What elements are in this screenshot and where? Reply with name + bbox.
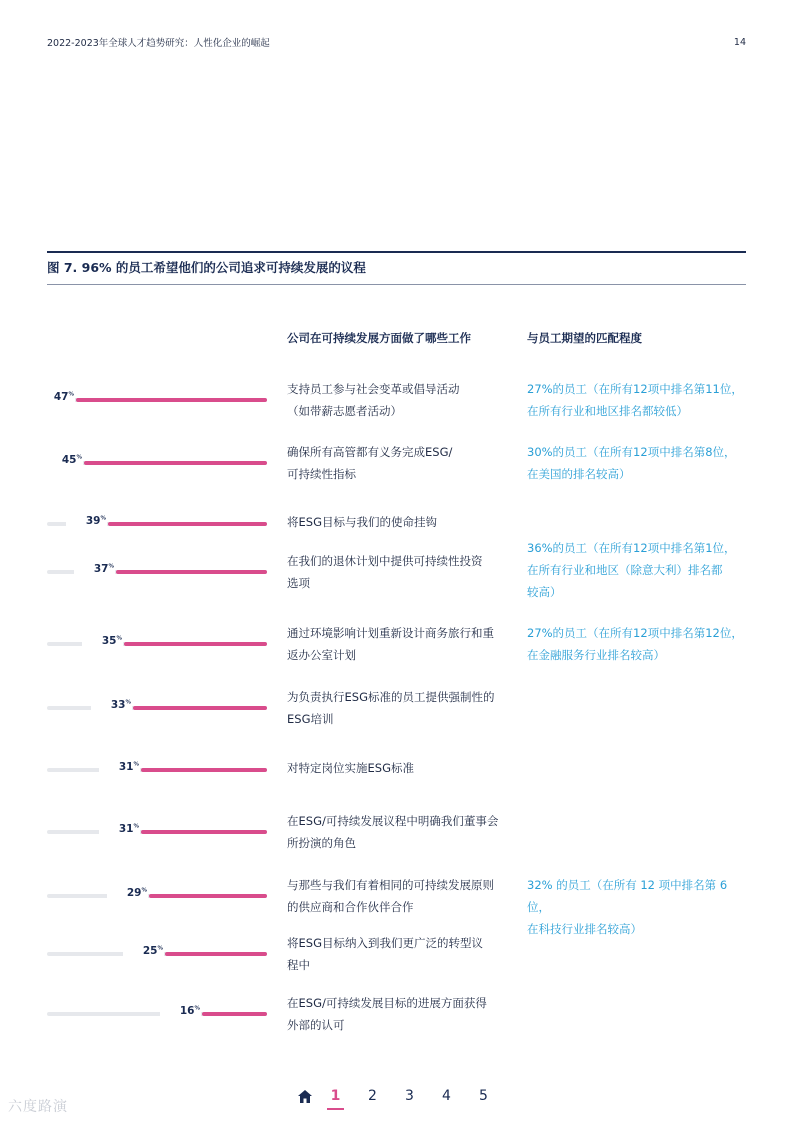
bar — [149, 894, 267, 898]
page-link-2[interactable]: 2 — [368, 1088, 377, 1104]
page-link-4[interactable]: 4 — [442, 1088, 451, 1104]
action-text-line: 外部的认可 — [287, 1018, 345, 1032]
watermark: 六度路演 — [8, 1099, 68, 1115]
bar-value-label — [99, 823, 140, 835]
match-text-line: 32% 的员工（在所有 12 项中排名第 6 位， — [527, 878, 728, 914]
action-text — [287, 511, 512, 533]
action-text-line: 支持员工参与社会变革或倡导活动 — [287, 382, 460, 396]
match-text — [527, 622, 752, 666]
bar-value: 31 — [118, 761, 134, 773]
bar-value-label — [123, 945, 164, 957]
match-text-line: 较高） — [527, 585, 562, 599]
bar-value: 47 — [53, 391, 69, 403]
percent-sign: % — [194, 1005, 200, 1012]
match-text-line: 36%的员工（在所有12项中排名第1位， — [527, 541, 736, 555]
action-text-line: 与那些与我们有着相同的可持续发展原则 — [287, 878, 494, 892]
match-text-line: 在金融服务行业排名较高） — [527, 648, 665, 662]
action-text — [287, 686, 512, 730]
action-text — [287, 441, 512, 485]
bar-value-label — [107, 887, 148, 899]
match-text-line: 27%的员工（在所有12项中排名第11位， — [527, 382, 743, 396]
bar-value: 16 — [179, 1005, 195, 1017]
action-text-line: 返办公室计划 — [287, 648, 356, 662]
bar-value: 37 — [93, 563, 109, 575]
action-text-line: 确保所有高管都有义务完成ESG/ — [287, 445, 453, 459]
bar-value-label — [42, 454, 83, 466]
bar — [108, 522, 267, 526]
bar-value-label — [82, 635, 123, 647]
action-text-line: 程中 — [287, 958, 310, 972]
match-text-line: 在所有行业和地区（除意大利）排名都 — [527, 563, 723, 577]
percent-sign: % — [133, 823, 139, 830]
bar-value-label — [66, 515, 107, 527]
pagination — [293, 1086, 502, 1106]
action-text — [287, 378, 512, 422]
bar-value: 35 — [101, 635, 117, 647]
action-text-line: 将ESG目标纳入到我们更广泛的转型议 — [287, 936, 483, 950]
bar-value: 31 — [118, 823, 134, 835]
percent-sign: % — [125, 699, 131, 706]
page-link-3[interactable]: 3 — [405, 1088, 414, 1104]
percent-sign: % — [141, 887, 147, 894]
match-text — [527, 537, 752, 603]
match-text-line: 在美国的排名较高） — [527, 467, 631, 481]
bar-value: 33 — [110, 699, 126, 711]
page-link-1[interactable]: 1 — [317, 1088, 354, 1104]
bar — [141, 768, 267, 772]
action-text-line: 在ESG/可持续发展议程中明确我们董事会 — [287, 814, 499, 828]
match-text-line: 在科技行业排名较高） — [527, 922, 642, 936]
match-text — [527, 874, 752, 940]
action-text-line: 的供应商和合作伙伴合作 — [287, 900, 414, 914]
bar — [84, 461, 267, 465]
bar — [76, 398, 267, 402]
bar — [202, 1012, 267, 1016]
action-text-line: 所扮演的角色 — [287, 836, 356, 850]
bar-value: 45 — [61, 454, 77, 466]
bar-value: 39 — [85, 515, 101, 527]
action-text-line: ESG培训 — [287, 712, 334, 726]
action-text-line: 可持续性指标 — [287, 467, 356, 481]
action-text — [287, 932, 512, 976]
bar-value: 29 — [126, 887, 142, 899]
action-text-line: 通过环境影响计划重新设计商务旅行和重 — [287, 626, 494, 640]
home-icon[interactable] — [293, 1086, 317, 1106]
action-text-line: （如带薪志愿者活动） — [287, 404, 402, 418]
bar — [116, 570, 267, 574]
action-text-line: 在ESG/可持续发展目标的进展方面获得 — [287, 996, 487, 1010]
bar-value-label — [74, 563, 115, 575]
column-header-actions: 公司在可持续发展方面做了哪些工作 — [287, 331, 471, 345]
bar — [165, 952, 267, 956]
match-text-line: 在所有行业和地区排名都较低） — [527, 404, 688, 418]
figure-title: 图 7. 96% 的员工希望他们的公司追求可持续发展的议程 — [47, 260, 366, 275]
action-text-line: 为负责执行ESG标准的员工提供强制性的 — [287, 690, 495, 704]
bar-value-label — [160, 1005, 201, 1017]
match-text-line: 30%的员工（在所有12项中排名第8位， — [527, 445, 736, 459]
bar-value-label — [91, 699, 132, 711]
column-header-match: 与员工期望的匹配程度 — [527, 331, 642, 345]
action-text — [287, 810, 512, 854]
figure-top-rule — [47, 251, 746, 253]
bar-value: 25 — [142, 945, 158, 957]
bar — [133, 706, 267, 710]
bar — [124, 642, 267, 646]
action-text-line: 对特定岗位实施ESG标准 — [287, 761, 414, 775]
action-text — [287, 550, 512, 594]
percent-sign: % — [133, 761, 139, 768]
percent-sign: % — [157, 945, 163, 952]
action-text-line: 在我们的退休计划中提供可持续性投资 — [287, 554, 483, 568]
match-text-line: 27%的员工（在所有12项中排名第12位， — [527, 626, 743, 640]
action-text — [287, 622, 512, 666]
match-text — [527, 378, 752, 422]
bar-value-label — [34, 391, 75, 403]
action-text-line: 将ESG目标与我们的使命挂钩 — [287, 515, 437, 529]
page-link-5[interactable]: 5 — [479, 1088, 488, 1104]
match-text — [527, 441, 752, 485]
percent-sign: % — [68, 391, 74, 398]
action-text — [287, 874, 512, 918]
action-text-line: 选项 — [287, 576, 310, 590]
percent-sign: % — [116, 635, 122, 642]
percent-sign: % — [100, 515, 106, 522]
action-text — [287, 992, 512, 1036]
bar-value-label — [99, 761, 140, 773]
bar — [141, 830, 267, 834]
header-title: 2022-2023年全球人才趋势研究：人性化企业的崛起 — [47, 38, 270, 49]
action-text — [287, 757, 512, 779]
percent-sign: % — [108, 563, 114, 570]
figure-thin-rule — [47, 284, 746, 285]
page-number: 14 — [733, 37, 746, 48]
percent-sign: % — [76, 454, 82, 461]
